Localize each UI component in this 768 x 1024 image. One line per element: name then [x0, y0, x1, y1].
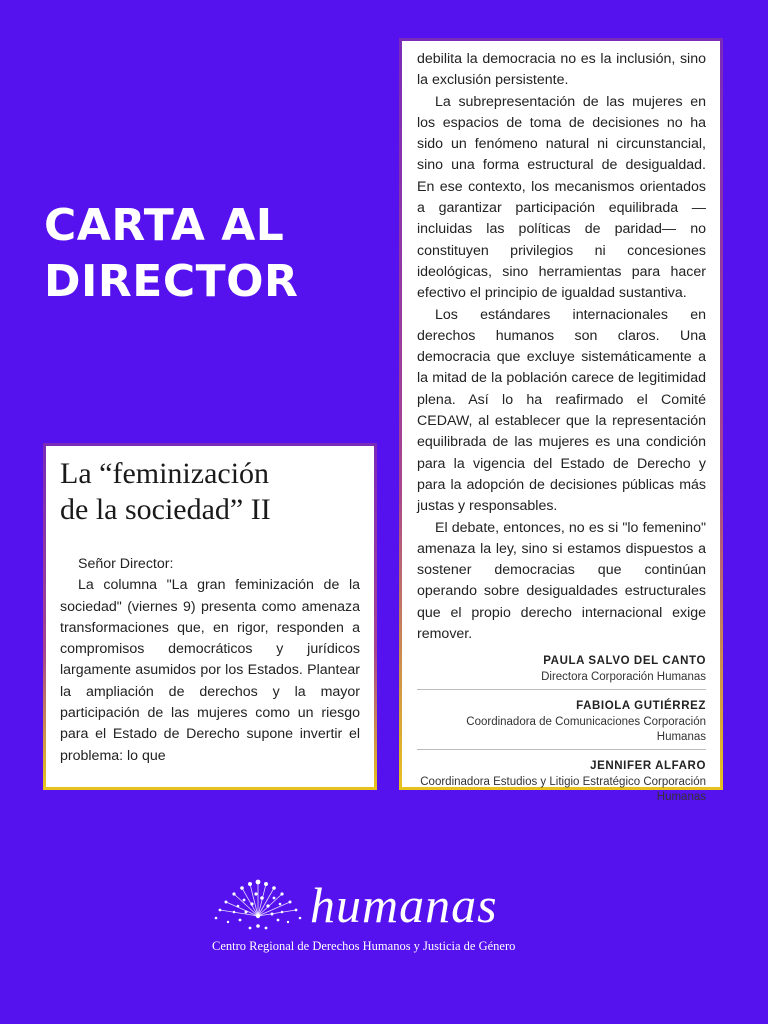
logo-wordmark: humanas: [310, 877, 498, 933]
letter-paragraph-4: El debate, entonces, no es si "lo femenino" amenaza la ley, sino si estamos dispuestos a sostener democracias que continúan operando sobre desigualdades estructurales que el propio derecho internacional exige remover.: [417, 519, 706, 643]
letter-title-line-1: La “feminización: [60, 457, 270, 490]
headline-line-1: CARTA AL: [44, 200, 285, 251]
signature-block: [417, 653, 706, 809]
signature-role: Coordinadora Estudios y Litigio Estratégico Corporación Humanas: [420, 776, 706, 804]
signature-name: PAULA SALVO DEL CANTO: [543, 655, 706, 668]
signature-role: Directora Corporación Humanas: [417, 670, 706, 690]
letter-title-line-2: de la sociedad” II: [60, 493, 271, 526]
humanas-logo: [212, 876, 572, 966]
letter-paragraph-2: La subrepresentación de las mujeres en los espacios de toma de decisiones no ha sido un fenómeno natural ni circunstancial, sino una forma estructural de desigualdad. En ese contexto, los mecanismos orientados a garantizar participación equilibrada —incluidas las políticas de paridad— no constituyen privilegios ni concesiones ideológicas, sino herramientas para hacer efectivo el principio de igualdad sustantiva.: [417, 93, 706, 302]
letter-paragraph-1: La columna "La gran feminización de la sociedad" (viernes 9) presenta como amenaza transformaciones que, en rigor, responden a compromisos democráticos y jurídicos largamente asumidos por los Estados. Plantear la ampliación de derechos y la mayor participación de las mujeres como un riesgo para el Estado de Derecho supone invertir el problema: lo que: [60, 577, 360, 764]
signature-name: FABIOLA GUTIÉRREZ: [576, 700, 706, 713]
newspaper-clipping-right: [399, 38, 723, 804]
letter-continuation: debilita la democracia no es la inclusión, sino la exclusión persistente.: [417, 51, 706, 89]
letter-salutation: Señor Director:: [78, 556, 174, 572]
signature-name: JENNIFER ALFARO: [590, 760, 706, 773]
logo-tagline: Centro Regional de Derechos Humanos y Justicia de Género: [212, 939, 516, 953]
letter-paragraph-3: Los estándares internacionales en derechos humanos son claros. Una democracia que excluye sistemáticamente a la mitad de la población carece de legitimidad plena. Así lo ha reafirmado el Comité CEDAW, al establecer que la representación equilibrada de las mujeres es una condición para la vigencia del Estado de Derecho y para la adopción de decisiones públicas más justas y responsables.: [417, 306, 706, 515]
letter-title: [60, 456, 360, 528]
letter-body-start: [60, 554, 360, 767]
dotted-sunburst-icon: [212, 876, 304, 936]
headline-line-2: DIRECTOR: [44, 256, 299, 307]
newspaper-clipping-left: [43, 443, 377, 790]
signature-role: Coordinadora de Comunicaciones Corporación Humanas: [417, 715, 706, 750]
page-headline: [44, 198, 374, 310]
letter-body-continued: [417, 49, 706, 645]
